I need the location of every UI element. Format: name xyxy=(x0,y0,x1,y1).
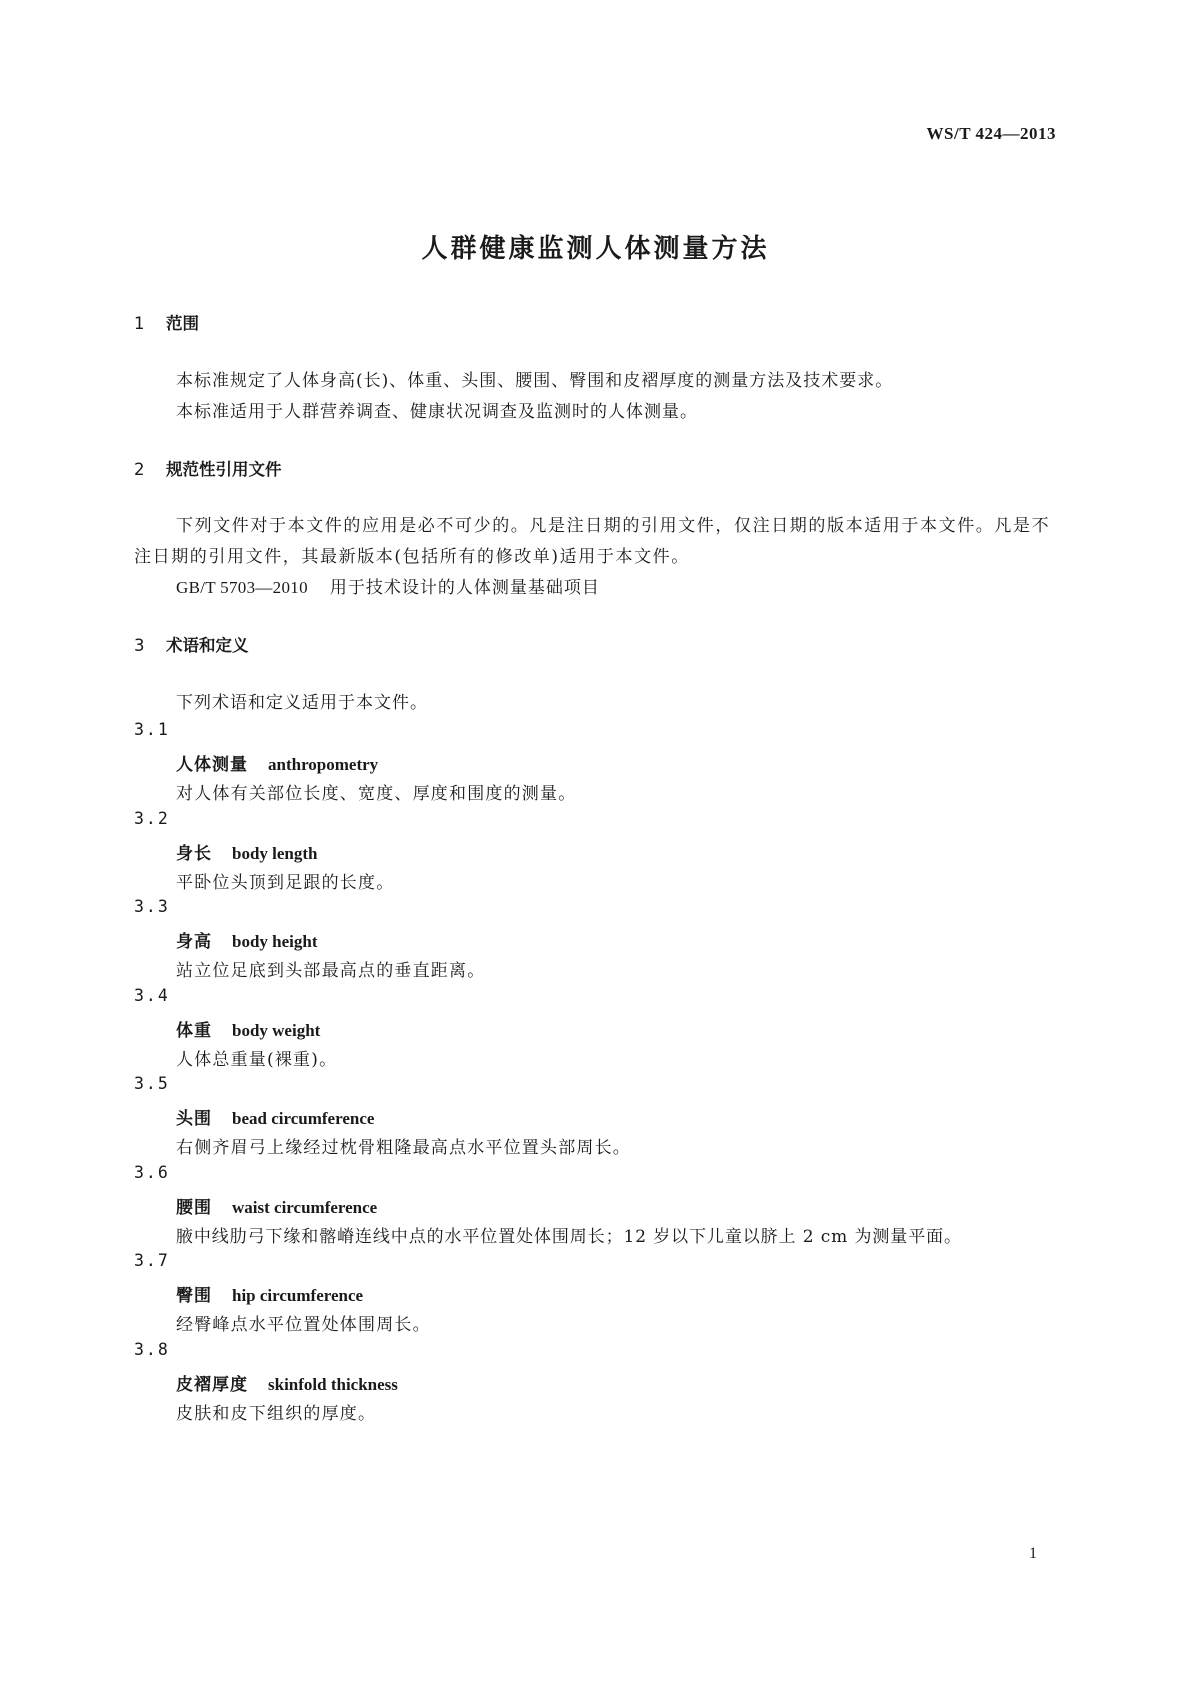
term-zh: 身长 xyxy=(176,844,212,864)
term-zh: 身高 xyxy=(176,932,212,952)
term-definition: 腋中线肋弓下缘和髂嵴连线中点的水平位置处体围周长；12 岁以下儿童以脐上 2 cm 为测量平面。 xyxy=(176,1227,962,1247)
term-en: anthropometry xyxy=(268,755,379,774)
term-zh: 头围 xyxy=(176,1109,212,1129)
term-heading xyxy=(176,1193,377,1218)
term-number: 3.7 xyxy=(134,1251,170,1270)
section-2-heading xyxy=(134,456,282,480)
term-heading xyxy=(176,927,318,952)
term-heading xyxy=(176,750,378,775)
term-heading xyxy=(176,1281,363,1306)
term-number: 3.5 xyxy=(134,1074,170,1093)
term-number: 3.3 xyxy=(134,897,170,916)
section-3-heading xyxy=(134,632,249,656)
normative-paragraph: 下列文件对于本文件的应用是必不可少的。凡是注日期的引用文件，仅注日期的版本适用于本文件。凡是不注日期的引用文件，其最新版本(包括所有的修改单)适用于本文件。 xyxy=(134,516,1051,567)
term-heading xyxy=(176,1016,320,1041)
term-zh: 臀围 xyxy=(176,1286,212,1306)
reference-code: GB/T 5703—2010 xyxy=(176,578,308,597)
section-title: 术语和定义 xyxy=(166,636,249,655)
term-zh: 体重 xyxy=(176,1021,212,1041)
term-number: 3.4 xyxy=(134,986,170,1005)
term-heading xyxy=(176,1370,398,1395)
term-en: body weight xyxy=(232,1021,321,1040)
section-number: 1 xyxy=(134,314,145,333)
term-en: skinfold thickness xyxy=(268,1375,398,1394)
scope-paragraph-1: 本标准规定了人体身高(长)、体重、头围、腰围、臀围和皮褶厚度的测量方法及技术要求。 xyxy=(176,371,894,391)
terms-intro: 下列术语和定义适用于本文件。 xyxy=(176,693,428,713)
section-title: 规范性引用文件 xyxy=(166,460,282,479)
term-number: 3.2 xyxy=(134,809,170,828)
term-zh: 人体测量 xyxy=(176,755,248,775)
term-en: bead circumference xyxy=(232,1109,375,1128)
term-number: 3.6 xyxy=(134,1163,170,1182)
term-definition: 对人体有关部位长度、宽度、厚度和围度的测量。 xyxy=(176,784,577,804)
term-number: 3.1 xyxy=(134,720,170,739)
term-definition: 右侧齐眉弓上缘经过枕骨粗隆最高点水平位置头部周长。 xyxy=(176,1138,631,1158)
term-en: body length xyxy=(232,844,318,863)
term-definition: 皮肤和皮下组织的厚度。 xyxy=(176,1404,377,1424)
section-number: 2 xyxy=(134,460,145,479)
section-number: 3 xyxy=(134,636,145,655)
term-definition: 人体总重量(裸重)。 xyxy=(176,1050,338,1070)
term-definition: 平卧位头顶到足跟的长度。 xyxy=(176,873,395,893)
term-en: body height xyxy=(232,932,318,951)
page-number: 1 xyxy=(1029,1545,1037,1562)
standard-code: WS/T 424—2013 xyxy=(926,124,1056,143)
term-definition: 站立位足底到头部最高点的垂直距离。 xyxy=(176,961,486,981)
term-definition: 经臀峰点水平位置处体围周长。 xyxy=(176,1315,431,1335)
term-number: 3.8 xyxy=(134,1340,170,1359)
term-zh: 腰围 xyxy=(176,1198,212,1218)
term-en: waist circumference xyxy=(232,1198,378,1217)
term-zh: 皮褶厚度 xyxy=(176,1375,248,1395)
term-heading xyxy=(176,839,318,864)
reference-title: 用于技术设计的人体测量基础项目 xyxy=(329,578,600,598)
term-en: hip circumference xyxy=(232,1286,364,1305)
normative-reference xyxy=(176,573,600,598)
section-title: 范围 xyxy=(166,314,199,333)
term-heading xyxy=(176,1104,374,1129)
section-1-heading xyxy=(134,310,199,334)
document-title: 人群健康监测人体测量方法 xyxy=(421,234,770,264)
scope-paragraph-2: 本标准适用于人群营养调查、健康状况调查及监测时的人体测量。 xyxy=(176,402,698,422)
